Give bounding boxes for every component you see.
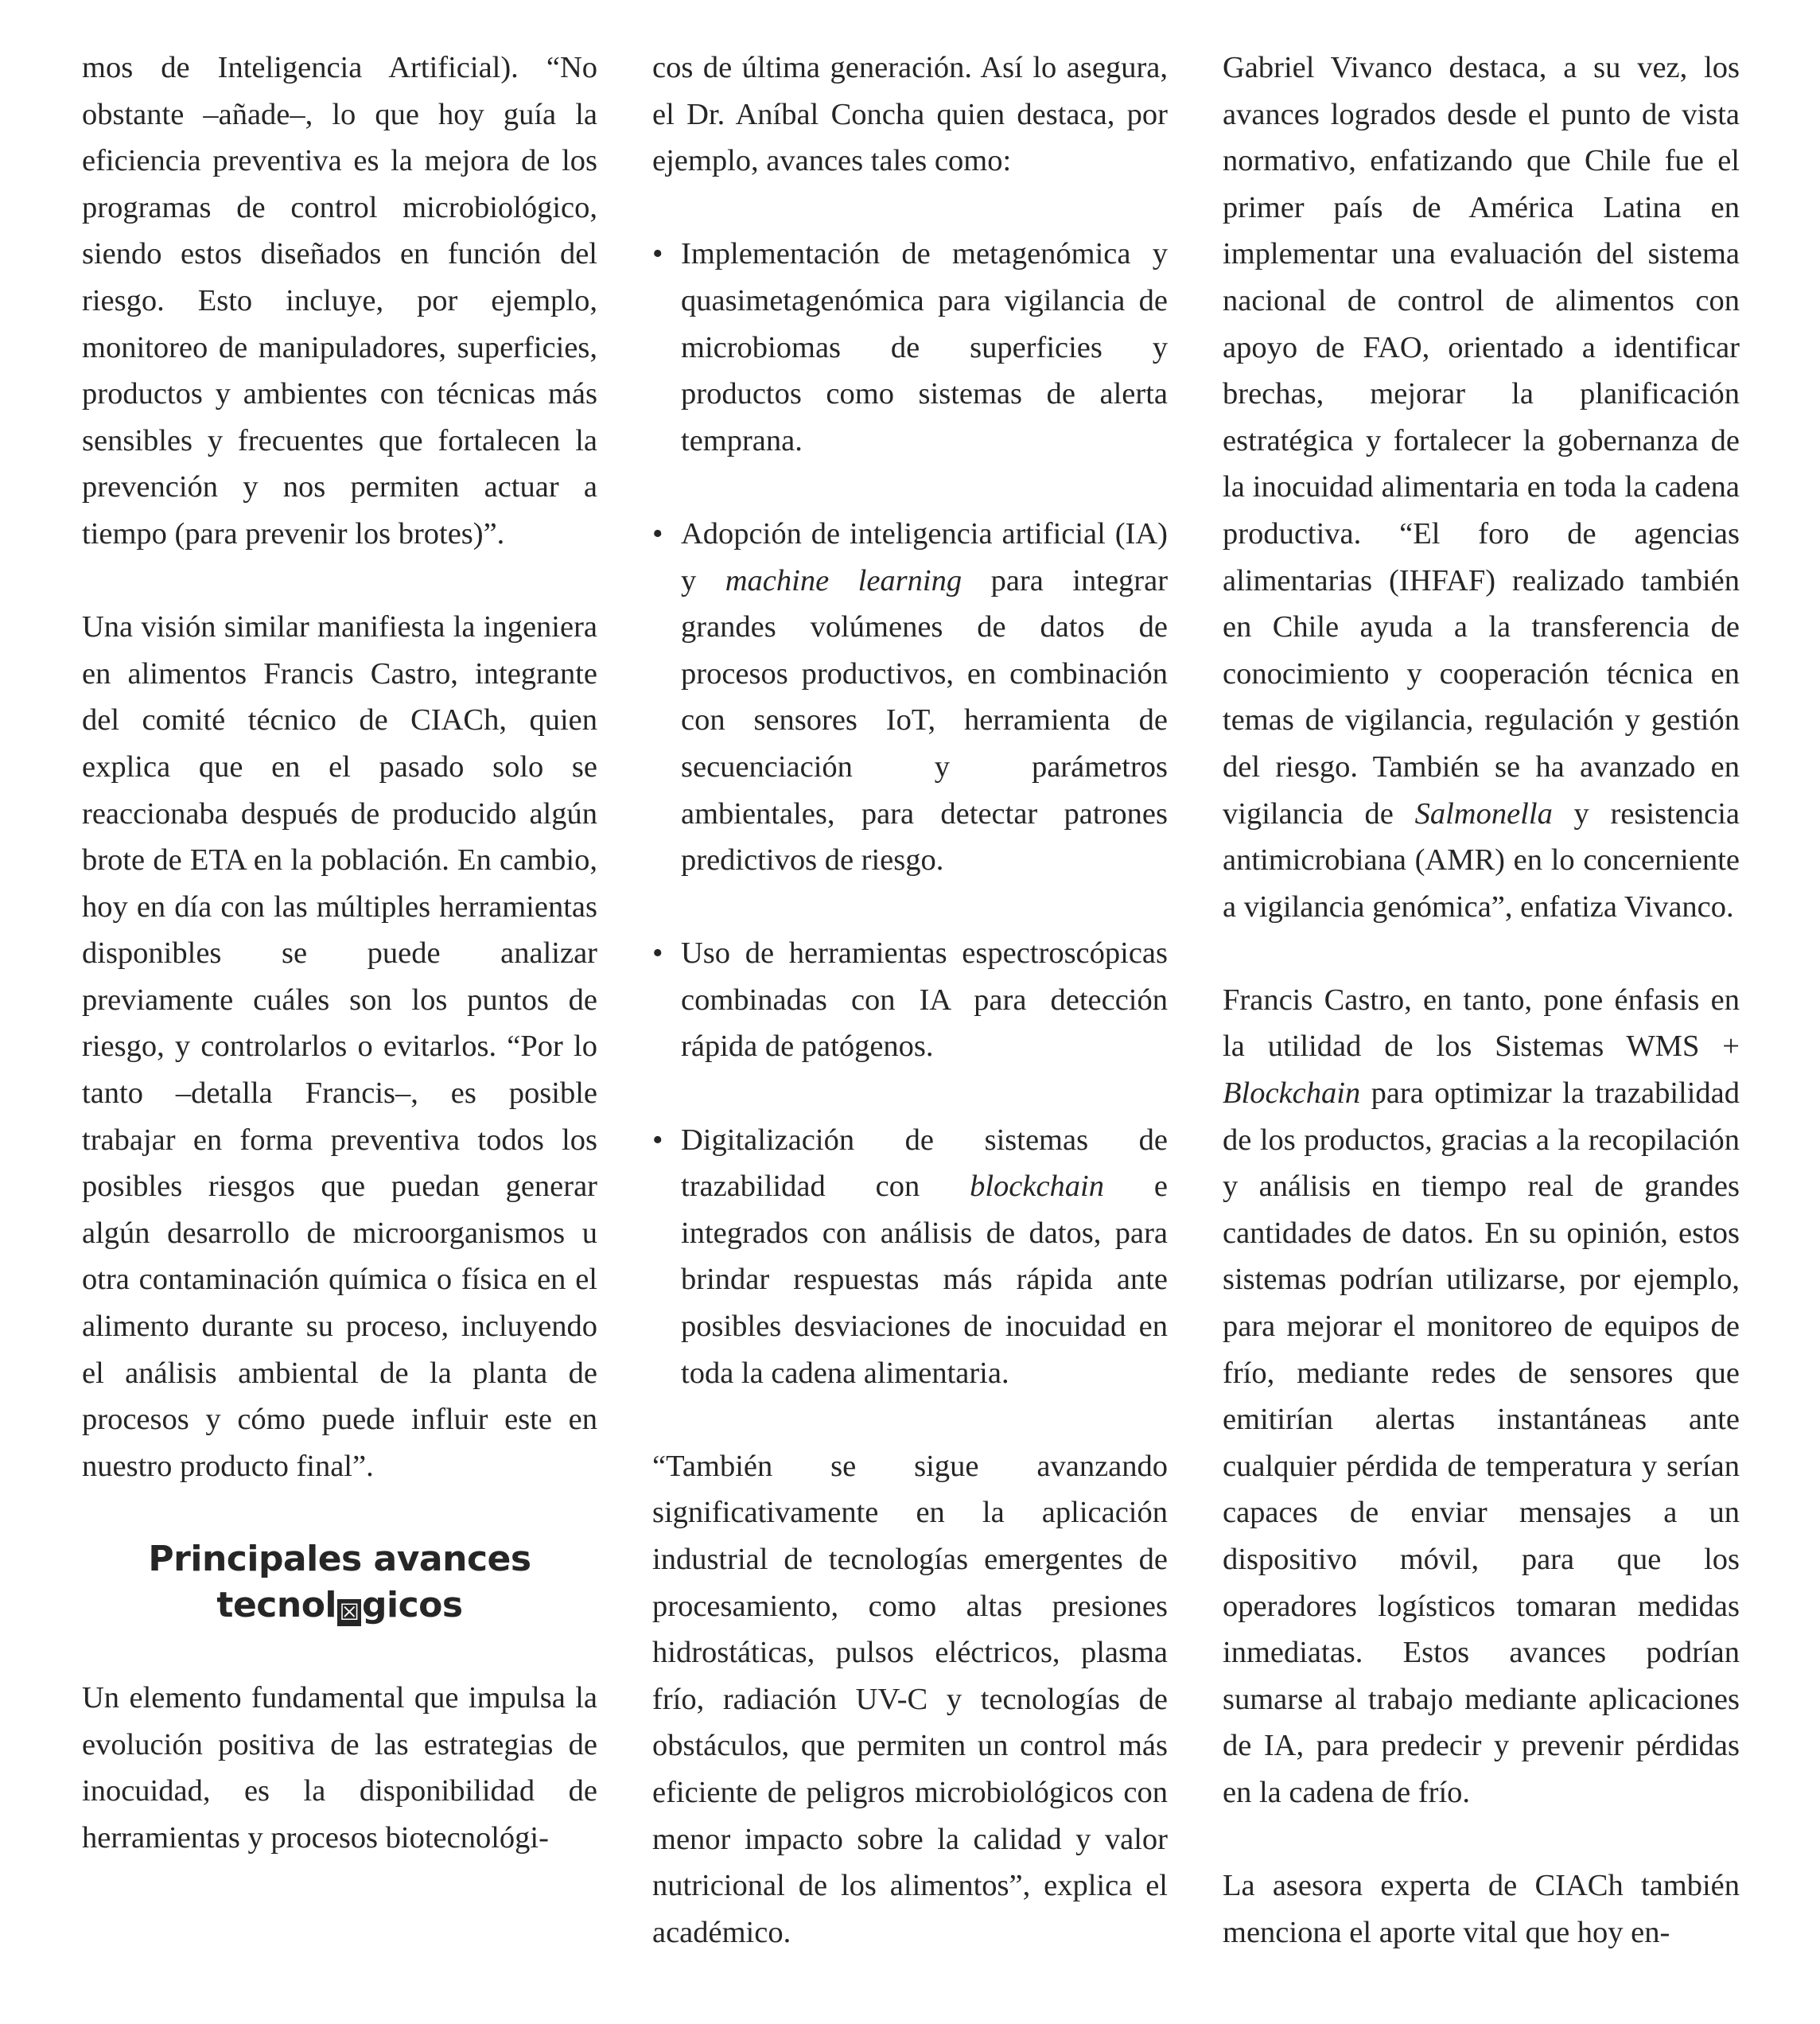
col2-paragraph-1: cos de última generación. Así lo asegura, el Dr. Aníbal Concha quien destaca, por ejemplo, avances tales como: [652, 51, 1168, 178]
column-2 [652, 45, 1168, 1956]
heading-line-2a: tecnol [216, 1585, 336, 1625]
bullet-icon: • [652, 237, 663, 271]
bullet-icon: • [652, 936, 663, 971]
bullet-icon: • [652, 516, 663, 551]
list-item-text: e integrados con análisis de datos, para brindar respuestas más rápida ante posibles desviaciones de inocuidad en toda la cadena alimentaria. [681, 1170, 1168, 1390]
section-heading [82, 1536, 597, 1629]
col3-p1-emphasis: Salmonella [1414, 796, 1553, 831]
col3-p2-emphasis: Blockchain [1223, 1076, 1361, 1111]
list-item-text: Implementación de metagenómica y quasimetagenómica para vigilancia de microbiomas de superficies y productos como sistemas de alerta temprana. [681, 237, 1168, 457]
list-item-text: para integrar grandes volúmenes de datos de procesos productivos, en combinación con sensores IoT, herramienta de secuenciación y parámetros ambientales, para detectar patrones predictivos de riesgo. [681, 563, 1169, 878]
list-item [652, 511, 1168, 884]
col3-paragraph-3: La asesora experta de CIACh también menciona el aporte vital que hoy en- [1223, 1869, 1740, 1949]
column-3 [1223, 45, 1740, 1956]
col1-paragraph-1: mos de Inteligencia Artificial). “No obstante –añade–, lo que hoy guía la eficiencia preventiva es la mejora de los programas de control microbiológico, siendo estos diseñados en función del riesgo. Esto incluye, por ejemplo, monitoreo de manipuladores, superficies, productos y ambientes con técnicas más sensibles y frecuentes que fortalecen la prevención y nos permiten actuar a tiempo (para prevenir los brotes)”. [82, 51, 597, 551]
list-item [652, 930, 1168, 1070]
list-item-text: Digitalización de sistemas de trazabilidad con [681, 1123, 1168, 1204]
col1-paragraph-2: Una visión similar manifiesta la ingeniera en alimentos Francis Castro, integrante del comité técnico de CIACh, quien explica que en el pasado solo se reaccionaba después de producido algún brote de ETA en la población. En cambio, hoy en día con las múltiples herramientas disponibles se puede analizar previamente cuáles son los puntos de riesgo, y controlarlos o evitarlos. “Por lo tanto –detalla Francis–, es posible trabajar en forma preventiva todos los posibles riesgos que puedan generar algún desarrollo de microorganismos u otra contaminación química o física en el alimento durante su proceso, incluyendo el análisis ambiental de la planta de procesos y cómo puede influir este en nuestro producto final”. [82, 610, 597, 1483]
col3-paragraph-1 [1223, 45, 1740, 930]
col1-paragraph-3: Un elemento fundamental que impulsa la evolución positiva de las estrategias de inocuidad, es la disponibilidad de herramientas y procesos biotecnológi- [82, 1681, 597, 1855]
missing-glyph-icon: ☒ [337, 1599, 361, 1626]
list-item-emphasis: machine learning [725, 563, 962, 597]
list-item [652, 231, 1168, 464]
col2-paragraph-2: “También se sigue avanzando significativamente en la aplicación industrial de tecnologías emergentes de procesamiento, como altas presiones hidrostáticas, pulsos eléctricos, plasma frío, radiación UV-C y tecnologías de obstáculos, que permiten un control más eficiente de peligros microbiológicos con menor impacto sobre la calidad y valor nutricional de los alimentos”, explica el académico. [652, 1449, 1168, 1949]
column-1 [82, 45, 597, 1861]
list-item-text: Uso de herramientas espectroscópicas combinadas con IA para detección rápida de patógenos. [681, 936, 1168, 1064]
heading-line-1: Principales avances [148, 1539, 531, 1579]
col3-paragraph-2 [1223, 977, 1740, 1816]
list-item [652, 1117, 1168, 1397]
col3-p1-text-b: y resistencia antimicrobiana (AMR) en lo concerniente a vigilancia genómica”, enfatiza Vivanco. [1223, 796, 1740, 924]
col3-p2-text-a: Francis Castro, en tanto, pone énfasis en la utilidad de los Sistemas WMS + [1223, 983, 1740, 1064]
list-item-text: Adopción de inteligencia artificial (IA) y [681, 516, 1168, 597]
col3-p2-text-b: para optimizar la trazabilidad de los productos, gracias a la recopilación y análisis en tiempo real de grandes cantidades de datos. En su opinión, estos sistemas podrían utilizarse, por ejemplo, para mejorar el monitoreo de equipos de frío, mediante redes de sensores que emitirían alertas instantáneas ante cualquier pérdida de temperatura y serían capaces de enviar mensajes a un dispositivo móvil, para que los operadores logísticos tomaran medidas inmediatas. Estos avances podrían sumarse al trabajo mediante aplicaciones de IA, para predecir y prevenir pérdidas en la cadena de frío. [1223, 1076, 1740, 1809]
heading-line-2b: gicos [362, 1585, 463, 1625]
advances-list [652, 231, 1168, 1396]
list-item-emphasis: blockchain [970, 1170, 1105, 1204]
bullet-icon: • [652, 1123, 663, 1157]
col3-p1-text-a: Gabriel Vivanco destaca, a su vez, los avances logrados desde el punto de vista normativo, enfatizando que Chile fue el primer país de América Latina en implementar una evaluación del sistema nacional de control de alimentos con apoyo de FAO, orientado a identificar brechas, mejorar la planificación estratégica y fortalecer la gobernanza de la inocuidad alimentaria en toda la cadena productiva. “El foro de agencias alimentarias (IHFAF) realizado también en Chile ayuda a la transferencia de conocimiento y cooperación técnica en temas de vigilancia, regulación y gestión del riesgo. También se ha avanzado en vigilancia de [1223, 51, 1740, 831]
